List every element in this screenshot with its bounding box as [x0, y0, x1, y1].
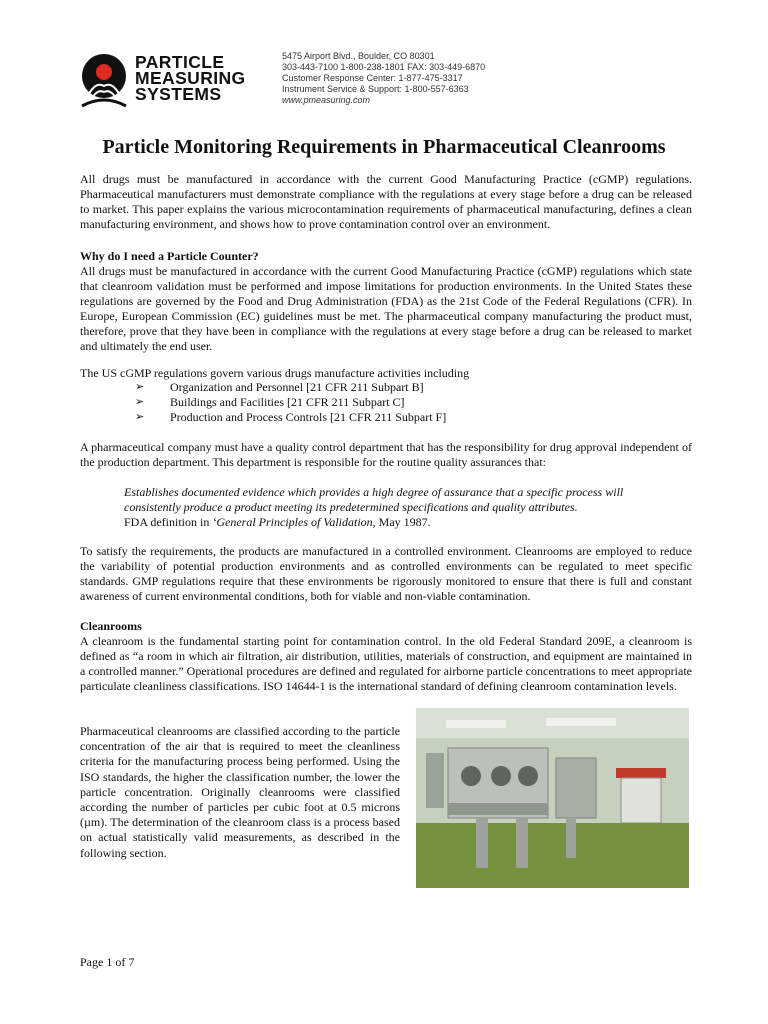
logo-mark-icon — [80, 50, 138, 112]
arrow-bullet-icon: ➢ — [135, 381, 145, 393]
quote-source-suffix: May 1987. — [375, 515, 431, 529]
intro-paragraph: All drugs must be manufactured in accordance with the current Good Manufacturing Practice (cGMP) regulations. Pharmaceutical manufacturers must demonstrate compliance with the regulations at every stage before a drug can be released to market. This paper explains the various microcontamination requirements of pharmaceutical manufacturing, defines a clean manufacturing environment, and shows how to prove contamination control over an environment. — [80, 172, 692, 231]
contact-service: Instrument Service & Support: 1-800-557-6363 — [282, 84, 469, 94]
cleanroom-photo — [416, 708, 689, 888]
document-title: Particle Monitoring Requirements in Pharmaceutical Cleanrooms — [102, 136, 666, 158]
contact-block — [282, 51, 485, 106]
quote-source — [124, 515, 664, 530]
bullet-text: Production and Process Controls [21 CFR 211 Subpart F] — [170, 410, 447, 424]
cleanroom-equipment-image — [416, 708, 689, 888]
page-number: Page 1 of 7 — [80, 955, 135, 969]
arrow-bullet-icon: ➢ — [135, 411, 145, 423]
fda-quote — [124, 485, 664, 530]
quote-source-prefix: FDA definition in — [124, 515, 213, 529]
satisfy-paragraph: To satisfy the requirements, the products are manufactured in a controlled environment. Cleanrooms are employed to reduce the variability of potential production environments and as controlled environments can be regulated to meet specific standards. GMP regulations require that these environments be rigorously monitored to ensure that there is full and constant awareness of current environmental conditions, both for viable and non-viable contamination. — [80, 544, 692, 603]
logo-text-line-3: SYSTEMS — [135, 84, 222, 104]
qc-paragraph: A pharmaceutical company must have a quality control department that has the responsibility for drug approval independent of the production department. This department is responsible for the routine quality assurances that: — [80, 440, 692, 469]
quote-text: Establishes documented evidence which provides a high degree of assurance that a specific process will consistently produce a product meeting its predetermined specifications and quality attributes. — [124, 485, 624, 514]
classification-paragraph: Pharmaceutical cleanrooms are classified according to the particle concentration of the air that is required to meet the cleanliness criteria for the manufacturing process being performed. Using the ISO standards, the higher the classification number, the lower the particle concentration. Originally cleanrooms were classified according the number of particles per cubic foot at 0.5 microns (µm). The determination of the cleanroom class is a process based on actual statistically valid measurements, as described in the following section. — [80, 724, 400, 860]
section-body-particle-counter: All drugs must be manufactured in accordance with the current Good Manufacturing Practice (cGMP) regulations which state that cleanroom validation must be performed and impose limitations for production environments. In the United States these regulations are governed by the Food and Drug Administration (FDA) as the 21st Code of the Federal Regulations (CFR). In Europe, European Commission (EC) guidelines must be met. The pharmaceutical company manufacturing the product must, therefore, prove that they have been in compliance with the regulations at every stage before a drug can be released to market and ultimately the end user. — [80, 264, 692, 353]
contact-website-link[interactable]: www.pmeasuring.com — [282, 95, 371, 105]
contact-phone: 303-443-7100 1-800-238-1801 FAX: 303-449-6870 — [282, 62, 486, 72]
contact-response-center: Customer Response Center: 1-877-475-3317 — [282, 73, 463, 83]
company-logo — [80, 50, 270, 112]
contact-address: 5475 Airport Blvd., Boulder, CO 80301 — [282, 51, 435, 61]
quote-source-title: ‘General Principles of Validation, — [212, 515, 376, 529]
bullet-text: Organization and Personnel [21 CFR 211 Subpart B] — [170, 380, 424, 394]
bullet-text: Buildings and Facilities [21 CFR 211 Subpart C] — [170, 395, 405, 409]
section-heading-cleanrooms: Cleanrooms — [80, 619, 142, 633]
section-heading-particle-counter: Why do I need a Particle Counter? — [80, 249, 259, 263]
gmp-intro-paragraph: The US cGMP regulations govern various drugs manufacture activities including — [80, 366, 470, 380]
section-body-cleanrooms: A cleanroom is the fundamental starting point for contamination control. In the old Federal Standard 209E, a cleanroom is defined as “a room in which air filtration, air distribution, utilities, materials of construction, and equipment are maintained in a controlled manner.” Operational procedures are defined and regulated for airborne particle concentrations to meet appropriate particulate cleanliness classifications. ISO 14644-1 is the international standard of defining cleanroom contamination levels. — [80, 634, 692, 693]
logo-text-line-2: MEASURING — [135, 68, 246, 88]
arrow-bullet-icon: ➢ — [135, 396, 145, 408]
logo-text-line-1: PARTICLE — [135, 52, 225, 72]
